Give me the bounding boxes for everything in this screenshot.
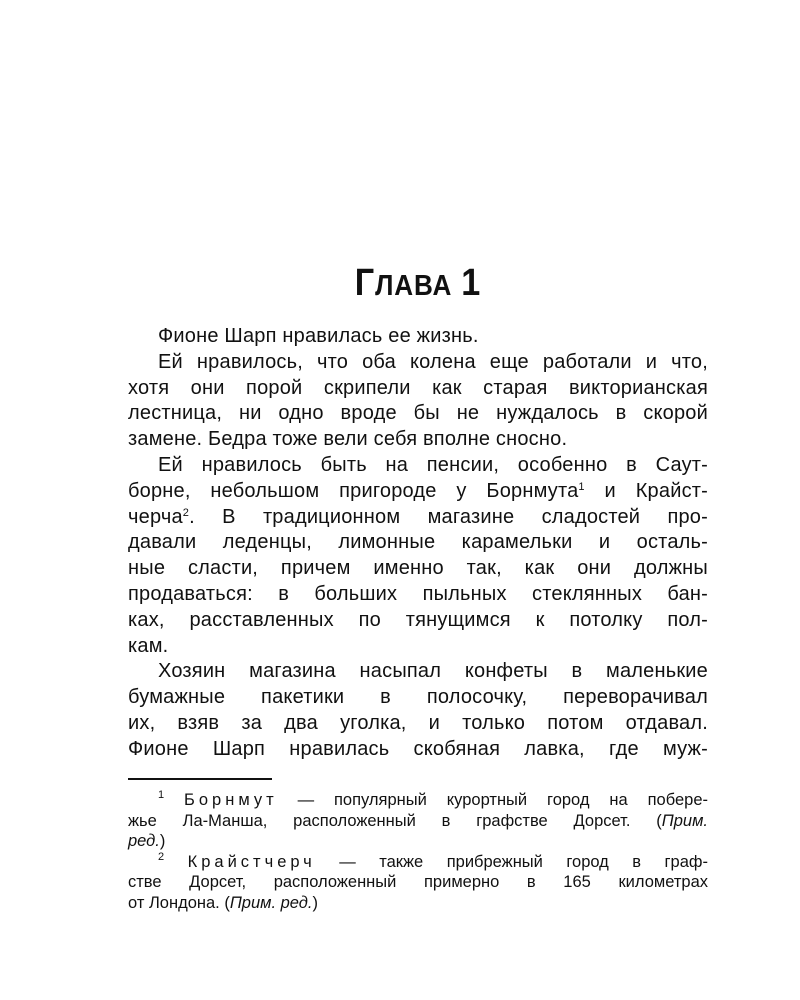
text-line: Хозяин магазина насыпал конфеты в маленькие [158,660,708,683]
main-text [128,324,708,763]
footnote-line [128,893,708,914]
footnote-line [128,852,708,873]
text-line: ные сласти, причем именно так, как они должны [128,557,708,580]
text-line: Фионе Шарп нравилась ее жизнь. [158,325,479,347]
text-segment: борне, небольшом пригороде у Борнмута [128,479,579,502]
text-line [128,479,708,505]
text-segment: — также прибрежный город в граф- [315,852,708,871]
footnote-ref-2[interactable]: 2 [182,506,190,519]
footnote-term: Крайстчерч [187,852,316,871]
text-segment: от Лондона. ( [128,893,230,912]
footnote-line: стве Дорсет, расположенный примерно в 165 километрах [128,873,708,891]
chapter-word-rest: ЛАВА [375,270,453,302]
text-segment: ) [312,893,318,912]
text-line [128,505,708,531]
text-line: Ей нравилось быть на пенсии, особенно в Саут- [158,453,708,476]
text-line: кам. [128,634,169,657]
footnote-line [128,831,708,852]
paragraph [128,659,708,762]
text-line: замене. Бедра тоже вели себя вполне сносно. [128,428,568,451]
editor-note: Прим. [661,811,708,830]
chapter-title [42,262,794,305]
footnote-2 [128,852,708,914]
text-line: бумажные пакетики в полосочку, переворачивал [128,686,708,709]
text-line: давали леденцы, лимонные карамельки и осталь- [128,531,708,554]
paragraph [128,453,708,659]
paragraph [128,324,708,350]
text-segment: — популярный курортный город на побере- [277,791,708,809]
text-line: лестница, ни одно вроде бы не нуждалось в скорой [128,402,708,425]
footnote-line [128,811,708,832]
chapter-number: 1 [461,262,482,304]
text-segment: и Крайст- [584,479,708,502]
footnote-divider [128,778,272,780]
footnote-term: Борнмут [184,791,278,809]
text-line: Фионе Шарп нравилась скобяная лавка, где муж- [128,737,708,760]
footnote-mark: 1 [158,789,165,801]
paragraph [128,350,708,453]
text-line: Ей нравилось, что оба колена еще работали и что, [158,350,708,373]
footnote-mark: 2 [158,850,165,863]
editor-note: ред. [128,832,160,850]
text-line: продаваться: в больших пыльных стеклянных бан- [128,582,708,605]
text-line: ках, расставленных по тянущимся к потолку пол- [128,608,708,631]
chapter-word-initial: Г [354,262,376,304]
text-line: их, взяв за два уголка, и только потом отдавал. [128,711,708,734]
text-segment: жье Ла-Манша, расположенный в графстве Дорсет. ( [128,811,662,830]
text-segment: . В традиционном магазине сладостей про- [189,505,708,528]
footnotes [128,790,708,913]
text-line: хотя они порой скрипели как старая викторианская [128,376,708,399]
footnote-ref-1[interactable]: 1 [578,480,585,493]
editor-note: Прим. ред. [229,893,313,912]
text-segment: черча [128,505,183,528]
footnote-1 [128,790,708,852]
text-segment: ) [159,832,166,850]
footnote-line [128,790,708,811]
